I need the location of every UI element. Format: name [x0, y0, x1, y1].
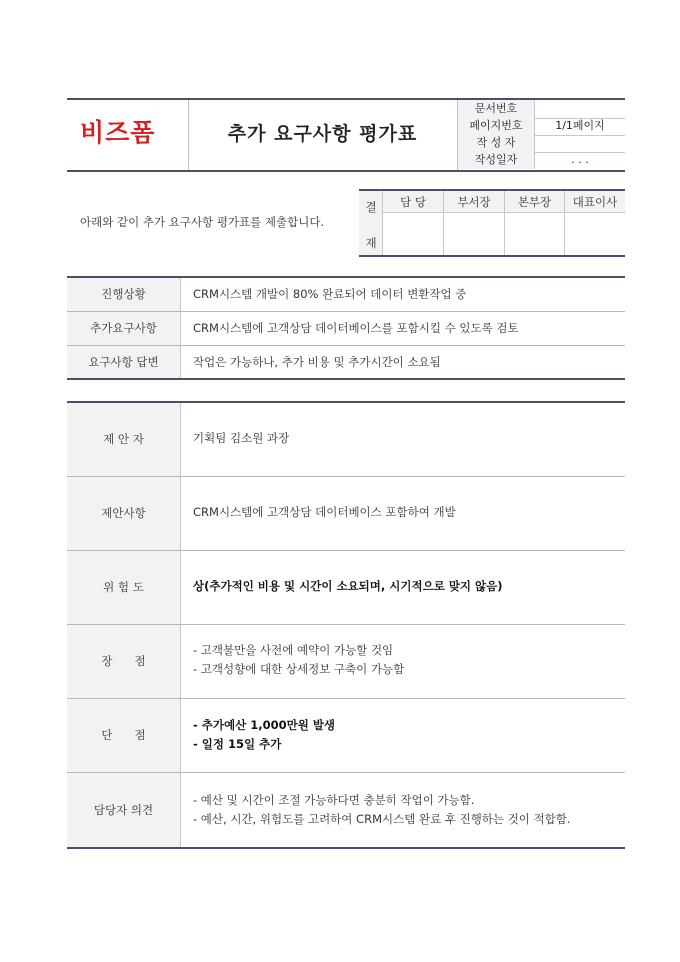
detail-label-opinion: 담당자 의견: [67, 773, 180, 847]
detail-label-proposer: 제 안 자: [67, 403, 180, 476]
bizform-logo: 비즈폼: [80, 118, 156, 147]
detail-line: - 고객불만을 사전에 예약이 가능할 것임: [193, 643, 394, 657]
summary-value-request: CRM시스템에 고객상담 데이터베이스를 포함시킬 수 있도록 검토: [193, 321, 519, 335]
summary-value-progress: CRM시스템 개발이 80% 완료되어 데이터 변환작업 중: [193, 287, 467, 301]
detail-value-risk: [193, 577, 618, 596]
signature-cell-dept-head: [444, 213, 505, 255]
summary-divider: [180, 278, 181, 379]
signature-cell-staff: [383, 213, 444, 255]
detail-line: - 추가예산 1,000만원 발생: [193, 718, 336, 732]
header-bottom-rule: [67, 170, 625, 172]
detail-label-risk: 위 험 도: [67, 551, 180, 624]
detail-value-opinion: [193, 791, 618, 829]
header-divider: [188, 100, 189, 170]
approval-col-dept-head: 부서장: [444, 191, 505, 213]
approval-box: [359, 189, 625, 257]
summary-bottom-rule: [67, 378, 625, 380]
detail-value-proposer: [193, 429, 618, 448]
meta-label: 페이지번호: [458, 117, 535, 135]
detail-bottom-rule: [67, 847, 625, 849]
approval-side-label: [359, 191, 383, 255]
approval-col-staff: 담 당: [383, 191, 444, 213]
meta-value: 1/1페이지: [555, 119, 605, 132]
meta-value: [535, 100, 625, 118]
detail-divider: [180, 403, 181, 847]
page-title: 추가 요구사항 평가표: [227, 123, 418, 145]
meta-value: [535, 134, 625, 152]
summary-label-request: 추가요구사항: [67, 312, 180, 345]
detail-line: - 예산 및 시간이 조절 가능하다면 충분히 작업이 가능함.: [193, 793, 475, 807]
detail-value-proposal: [193, 503, 618, 522]
detail-value-disadvantages: [193, 716, 618, 754]
approval-side-bottom: 재: [365, 236, 377, 250]
approval-side-top: 결: [365, 200, 377, 214]
detail-line: CRM시스템에 고객상담 데이터베이스 포함하여 개발: [193, 505, 456, 519]
summary-label-progress: 진행상황: [67, 278, 180, 311]
meta-label: 작성일자: [458, 151, 535, 169]
approval-col-ceo: 대표이사: [565, 191, 625, 213]
signature-cell-ceo: [565, 213, 625, 255]
detail-value-advantages: [193, 641, 618, 679]
detail-label-proposal: 제안사항: [67, 477, 180, 550]
detail-line: 상(추가적인 비용 및 시간이 소요되며, 시기적으로 맞지 않음): [193, 579, 503, 593]
summary-value-answer: 작업은 가능하나, 추가 비용 및 추가시간이 소요됨: [193, 355, 441, 369]
approval-bottom-rule: [359, 255, 625, 257]
summary-label-answer: 요구사항 답변: [67, 346, 180, 379]
detail-label-disadvantages: 단 점: [67, 699, 180, 772]
meta-row-date: [458, 151, 625, 169]
detail-label-advantages: 장 점: [67, 625, 180, 698]
meta-value: . . .: [571, 153, 589, 166]
signature-cell-division-head: [505, 213, 565, 255]
meta-label: 문서번호: [458, 100, 535, 118]
detail-line: - 일정 15일 추가: [193, 737, 282, 751]
submission-intro: 아래와 같이 추가 요구사항 평가표를 제출합니다.: [80, 215, 325, 229]
detail-line: 기획팀 김소원 과장: [193, 431, 290, 445]
meta-label: 작 성 자: [458, 134, 535, 152]
approval-col-division-head: 본부장: [505, 191, 565, 213]
detail-line: - 예산, 시간, 위험도를 고려하여 CRM시스템 완료 후 진행하는 것이 적합함.: [193, 812, 571, 826]
detail-line: - 고객성향에 대한 상세정보 구축이 가능함: [193, 662, 405, 676]
